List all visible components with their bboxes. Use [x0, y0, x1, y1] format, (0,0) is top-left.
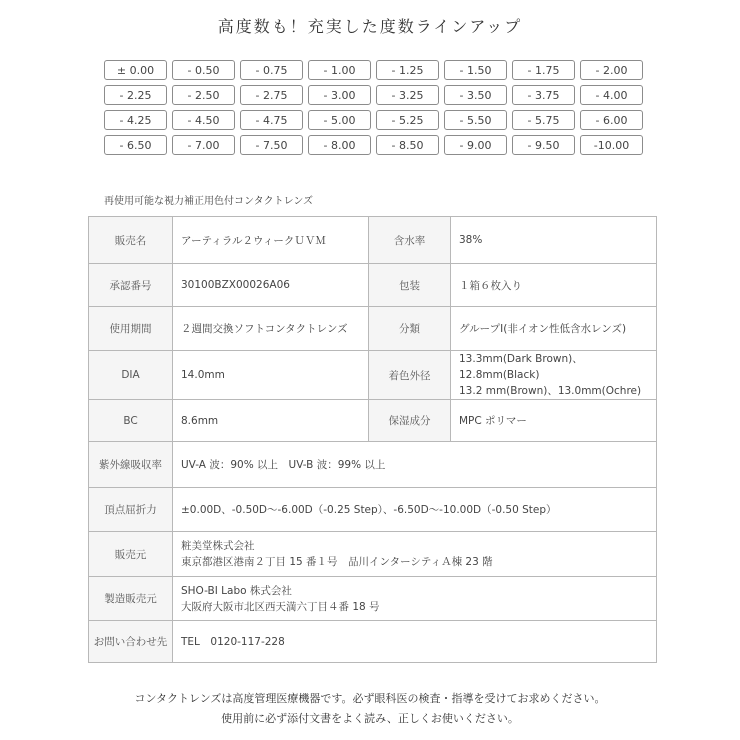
water-content-label: 含水率: [369, 217, 451, 264]
vertex-power-value: ±0.00D、-0.50D～-6.00D（-0.25 Step）、-6.50D～-10.00D（-0.50 Step）: [173, 488, 657, 532]
notice-line-1: コンタクトレンズは高度管理医療機器です。必ず眼科医の検査・指導を受けてお求めください。: [134, 692, 606, 705]
table-row: [89, 217, 657, 264]
power-cell: - 1.50: [444, 60, 507, 80]
manufacturer-label: 製造販売元: [89, 577, 173, 621]
colored-diameter-label: 着色外径: [369, 351, 451, 400]
table-row: [89, 442, 657, 488]
power-cell: - 8.00: [308, 135, 371, 155]
water-content-value: 38%: [451, 217, 657, 264]
spec-table: [88, 216, 657, 663]
power-cell: - 2.25: [104, 85, 167, 105]
colored-diameter-line-1: 13.3mm(Dark Brown)、12.8mm(Black): [459, 353, 583, 381]
page-title: 高度数も！充実した度数ラインアップ: [217, 17, 523, 36]
moisturizer-label: 保湿成分: [369, 400, 451, 442]
manufacturer-line-2: 大阪府大阪市北区西天満六丁目４番 18 号: [181, 600, 380, 613]
sales-name-value: アーティラル２ウィークＵＶＭ: [173, 217, 369, 264]
power-cell: - 3.50: [444, 85, 507, 105]
power-cell: - 2.50: [172, 85, 235, 105]
power-cell: - 4.75: [240, 110, 303, 130]
table-row: [89, 621, 657, 663]
colored-diameter-line-2: 13.2 mm(Brown)、13.0mm(Ochre): [459, 385, 642, 397]
table-row: [89, 400, 657, 442]
sales-name-label: 販売名: [89, 217, 173, 264]
power-cell: - 1.25: [376, 60, 439, 80]
moisturizer-value: MPC ポリマー: [451, 400, 657, 442]
power-cell: - 4.00: [580, 85, 643, 105]
power-grid: [104, 60, 648, 155]
contact-label: お問い合わせ先: [89, 621, 173, 663]
table-row: [89, 264, 657, 307]
power-cell: - 8.50: [376, 135, 439, 155]
power-cell: - 2.75: [240, 85, 303, 105]
bc-label: BC: [89, 400, 173, 442]
power-cell: - 1.75: [512, 60, 575, 80]
uv-absorption-label: 紫外線吸収率: [89, 442, 173, 488]
usage-period-value: ２週間交換ソフトコンタクトレンズ: [173, 307, 369, 351]
bc-value: 8.6mm: [173, 400, 369, 442]
vertex-power-label: 頂点屈折力: [89, 488, 173, 532]
package-value: １箱６枚入り: [451, 264, 657, 307]
classification-label: 分類: [369, 307, 451, 351]
power-cell: ± 0.00: [104, 60, 167, 80]
uv-absorption-value: UV-A 波：90% 以上 UV-B 波：99% 以上: [173, 442, 657, 488]
power-cell: -10.00: [580, 135, 643, 155]
table-row: [89, 577, 657, 621]
table-row: [89, 488, 657, 532]
power-cell: - 3.25: [376, 85, 439, 105]
table-caption: 再使用可能な視力補正用色付コンタクトレンズ: [104, 196, 314, 207]
power-cell: - 7.50: [240, 135, 303, 155]
power-cell: - 9.50: [512, 135, 575, 155]
power-cell: - 4.25: [104, 110, 167, 130]
power-cell: - 6.50: [104, 135, 167, 155]
power-cell: - 3.75: [512, 85, 575, 105]
seller-line-1: 粧美堂株式会社: [181, 540, 255, 552]
power-cell: - 5.75: [512, 110, 575, 130]
power-cell: - 3.00: [308, 85, 371, 105]
manufacturer-line-1: SHO-BI Labo 株式会社: [181, 584, 292, 597]
power-cell: - 5.25: [376, 110, 439, 130]
power-cell: - 7.00: [172, 135, 235, 155]
classification-value: グループⅠ(非イオン性低含水レンズ): [451, 307, 657, 351]
dia-label: DIA: [89, 351, 173, 400]
power-cell: - 5.50: [444, 110, 507, 130]
contact-value: TEL 0120-117-228: [173, 621, 657, 663]
power-cell: - 0.50: [172, 60, 235, 80]
manufacturer-value: [173, 577, 657, 621]
power-cell: - 2.00: [580, 60, 643, 80]
power-cell: - 0.75: [240, 60, 303, 80]
power-cell: - 1.00: [308, 60, 371, 80]
notice-line-2: 使用前に必ず添付文書をよく読み、正しくお使いください。: [221, 712, 519, 725]
package-label: 包装: [369, 264, 451, 307]
power-cell: - 5.00: [308, 110, 371, 130]
power-cell: - 6.00: [580, 110, 643, 130]
power-cell: - 4.50: [172, 110, 235, 130]
seller-label: 販売元: [89, 532, 173, 577]
dia-value: 14.0mm: [173, 351, 369, 400]
colored-diameter-value: [451, 351, 657, 400]
approval-number-label: 承認番号: [89, 264, 173, 307]
power-cell: - 9.00: [444, 135, 507, 155]
table-row: [89, 351, 657, 400]
seller-value: [173, 532, 657, 577]
seller-line-2: 東京都港区港南２丁目 15 番１号 品川インターシティＡ棟 23 階: [181, 556, 493, 568]
usage-period-label: 使用期間: [89, 307, 173, 351]
approval-number-value: 30100BZX00026A06: [173, 264, 369, 307]
table-row: [89, 307, 657, 351]
table-row: [89, 532, 657, 577]
